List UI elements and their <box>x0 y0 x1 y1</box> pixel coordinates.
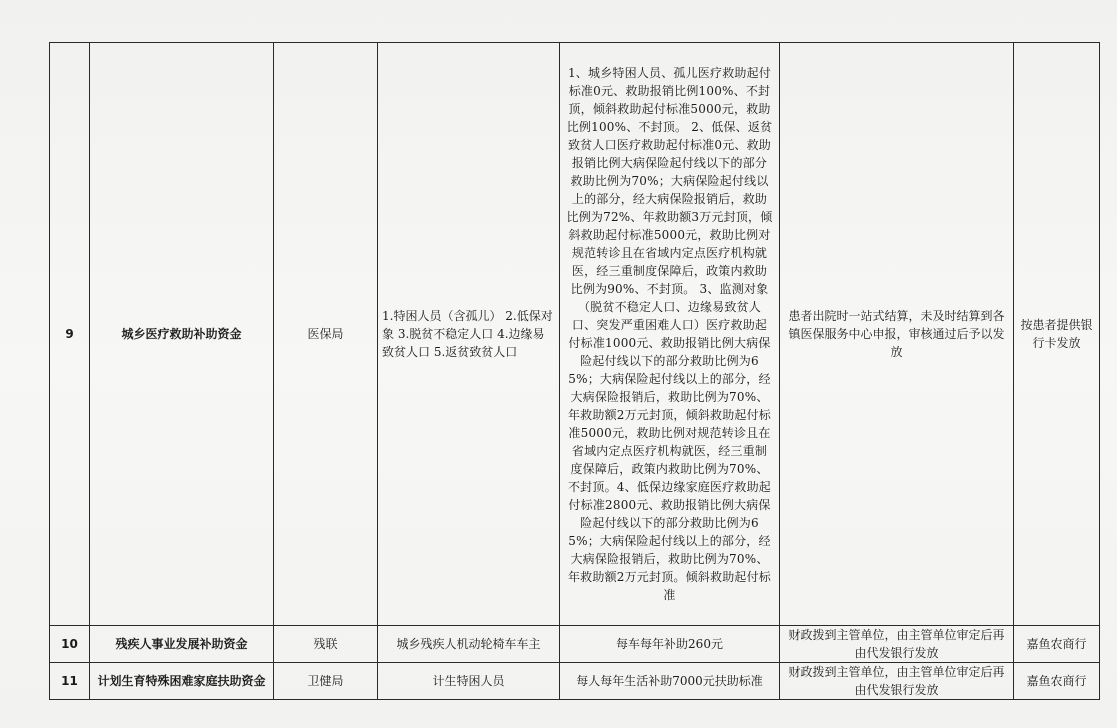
department: 卫健局 <box>274 663 378 700</box>
payment-method: 患者出院时一站式结算，未及时结算到各镇医保服务中心申报，审核通过后予以发放 <box>780 43 1014 626</box>
fund-name: 城乡医疗救助补助资金 <box>90 43 274 626</box>
subsidy-standard <box>560 43 780 626</box>
row-number: 11 <box>50 663 90 700</box>
row-number: 10 <box>50 626 90 663</box>
fund-name: 残疾人事业发展补助资金 <box>90 626 274 663</box>
table-row <box>50 626 1100 663</box>
subsidy-standard: 每人每年生活补助7000元扶助标准 <box>560 663 780 700</box>
target-group: 1.特困人员（含孤儿） 2.低保对象 3.脱贫不稳定人口 4.边缘易致贫人口 5.返贫致贫人口 <box>378 43 560 626</box>
table-row <box>50 43 1100 626</box>
payment-bank: 嘉鱼农商行 <box>1014 663 1100 700</box>
department: 医保局 <box>274 43 378 626</box>
row-number: 9 <box>50 43 90 626</box>
target-group: 计生特困人员 <box>378 663 560 700</box>
payment-method: 财政拨到主管单位，由主管单位审定后再由代发银行发放 <box>780 626 1014 663</box>
subsidy-standard: 每车每年补助260元 <box>560 626 780 663</box>
payment-method: 财政拨到主管单位，由主管单位审定后再由代发银行发放 <box>780 663 1014 700</box>
department: 残联 <box>274 626 378 663</box>
fund-name: 计划生育特殊困难家庭扶助资金 <box>90 663 274 700</box>
target-group: 城乡残疾人机动轮椅车车主 <box>378 626 560 663</box>
subsidy-table <box>49 42 1100 700</box>
payment-bank: 按患者提供银行卡发放 <box>1014 43 1100 626</box>
subsidy-standard-text: 1、城乡特困人员、孤儿医疗救助起付标准0元、救助报销比例100%、不封顶，倾斜救助起付标准5000元，救助比例100%、不封顶。 2、低保、返贫致贫人口医疗救助起付标准0元、救助报销比例大病保险起付线以下的部分救助比例为70%；大病保险起付线以上的部分，经大病保险报销后，救助比例为72%、年救助额3万元封顶，倾斜救助起付标准5000元，救助比例对规范转诊且在省域内定点医疗机构就医，经三重制度保障后，政策内救助比例为90%、不封顶。 3、监测对象（脱贫不稳定人口、边缘易致贫人口、突发严重困难人口）医疗救助起付标准1000元、救助报销比例大病保险起付线以下的部分救助比例为65%；大病保险起付线以上的部分，经大病保险报销后，救助比例为70%、年救助额2万元封顶，倾斜救助起付标准5000元，救助比例对规范转诊且在省域内定点医疗机构就医，经三重制度保障后，政策内救助比例为70%、不封顶。4、低保边缘家庭医疗救助起付标准2800元、救助报销比例大病保险起付线以下的部分救助比例为65%；大病保险起付线以上的部分，经大病保险报销后，救助比例为70%、年救助额2万元封顶。倾斜救助起付标准 <box>566 66 773 602</box>
table-row <box>50 663 1100 700</box>
payment-bank: 嘉鱼农商行 <box>1014 626 1100 663</box>
